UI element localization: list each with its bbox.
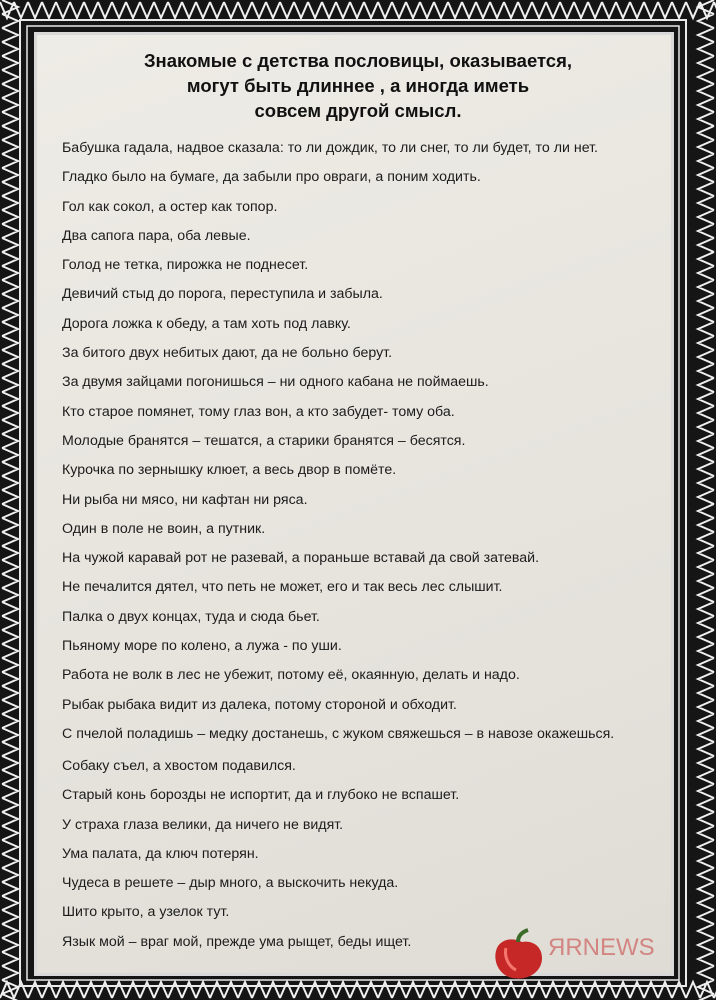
list-item: Шито крыто, а узелок тут.: [62, 904, 230, 921]
list-item: Молодые бранятся – тешатся, а старики бранятся – бесятся.: [62, 432, 466, 449]
pepper-icon: [488, 926, 548, 982]
watermark-text: ЯRNEWS: [548, 934, 655, 961]
list-item: Собаку съел, а хвостом подавился.: [62, 757, 296, 774]
list-item: С пчелой поладишь – медку достанешь, с жуком свяжешься – в навозе окажешься.: [62, 725, 615, 742]
title-line: Знакомые с детства пословицы, оказывается,: [143, 50, 573, 71]
list-item: Чудеса в решете – дыр много, а выскочить некуда.: [62, 875, 399, 892]
list-item: Гладко было на бумаге, да забыли про овраги, а поним ходить.: [62, 169, 481, 186]
list-item: Язык мой – враг мой, прежде ума рыщет, беды ищет.: [62, 933, 412, 950]
watermark: [488, 926, 688, 986]
list-item: Дорога ложка к обеду, а там хоть под лавку.: [62, 315, 351, 332]
list-item: Два сапога пара, оба левые.: [62, 227, 251, 244]
list-item: Старый конь борозды не испортит, да и глубоко не вспашет.: [62, 787, 460, 804]
list-item: Пьяному море по колено, а лужа - по уши.: [62, 638, 342, 655]
list-item: Кто старое помянет, тому глаз вон, а кто забудет- тому оба.: [62, 403, 455, 420]
list-item: Палка о двух концах, туда и сюда бьет.: [62, 608, 320, 625]
list-item: Один в поле не воин, а путник.: [62, 520, 266, 537]
list-item: За битого двух небитых дают, да не больно берут.: [62, 345, 393, 362]
list-item: Бабушка гадала, надвое сказала: то ли дождик, то ли снег, то ли будет, то ли нет.: [62, 140, 598, 156]
list-item: Гол как сокол, а остер как топор.: [62, 198, 278, 215]
list-item: Ни рыба ни мясо, ни кафтан ни ряса.: [62, 491, 308, 508]
title-line: совсем другой смысл.: [254, 100, 462, 121]
proverb-list: [62, 139, 662, 962]
page-title: [60, 48, 656, 123]
list-item: На чужой каравай рот не разевай, а пораньше вставай да свой затевай.: [62, 550, 540, 567]
list-item: За двумя зайцами погонишься – ни одного кабана не поймаешь.: [62, 374, 489, 391]
list-item: Девичий стыд до порога, переступила и забыла.: [62, 286, 383, 303]
list-item: У страха глаза велики, да ничего не видят.: [62, 816, 344, 833]
list-item: Не печалится дятел, что петь не может, его и так весь лес слышит.: [62, 579, 503, 596]
title-line: могут быть длиннее , а иногда иметь: [186, 75, 530, 96]
list-item: Голод не тетка, пирожка не поднесет.: [62, 257, 309, 274]
list-item: Ума палата, да ключ потерян.: [62, 845, 259, 862]
list-item: Рыбак рыбака видит из далека, потому стороной и обходит.: [62, 696, 457, 713]
list-item: Курочка по зернышку клюет, а весь двор в помёте.: [62, 462, 397, 479]
list-item: Работа не волк в лес не убежит, потому её, окаянную, делать и надо.: [62, 667, 520, 684]
